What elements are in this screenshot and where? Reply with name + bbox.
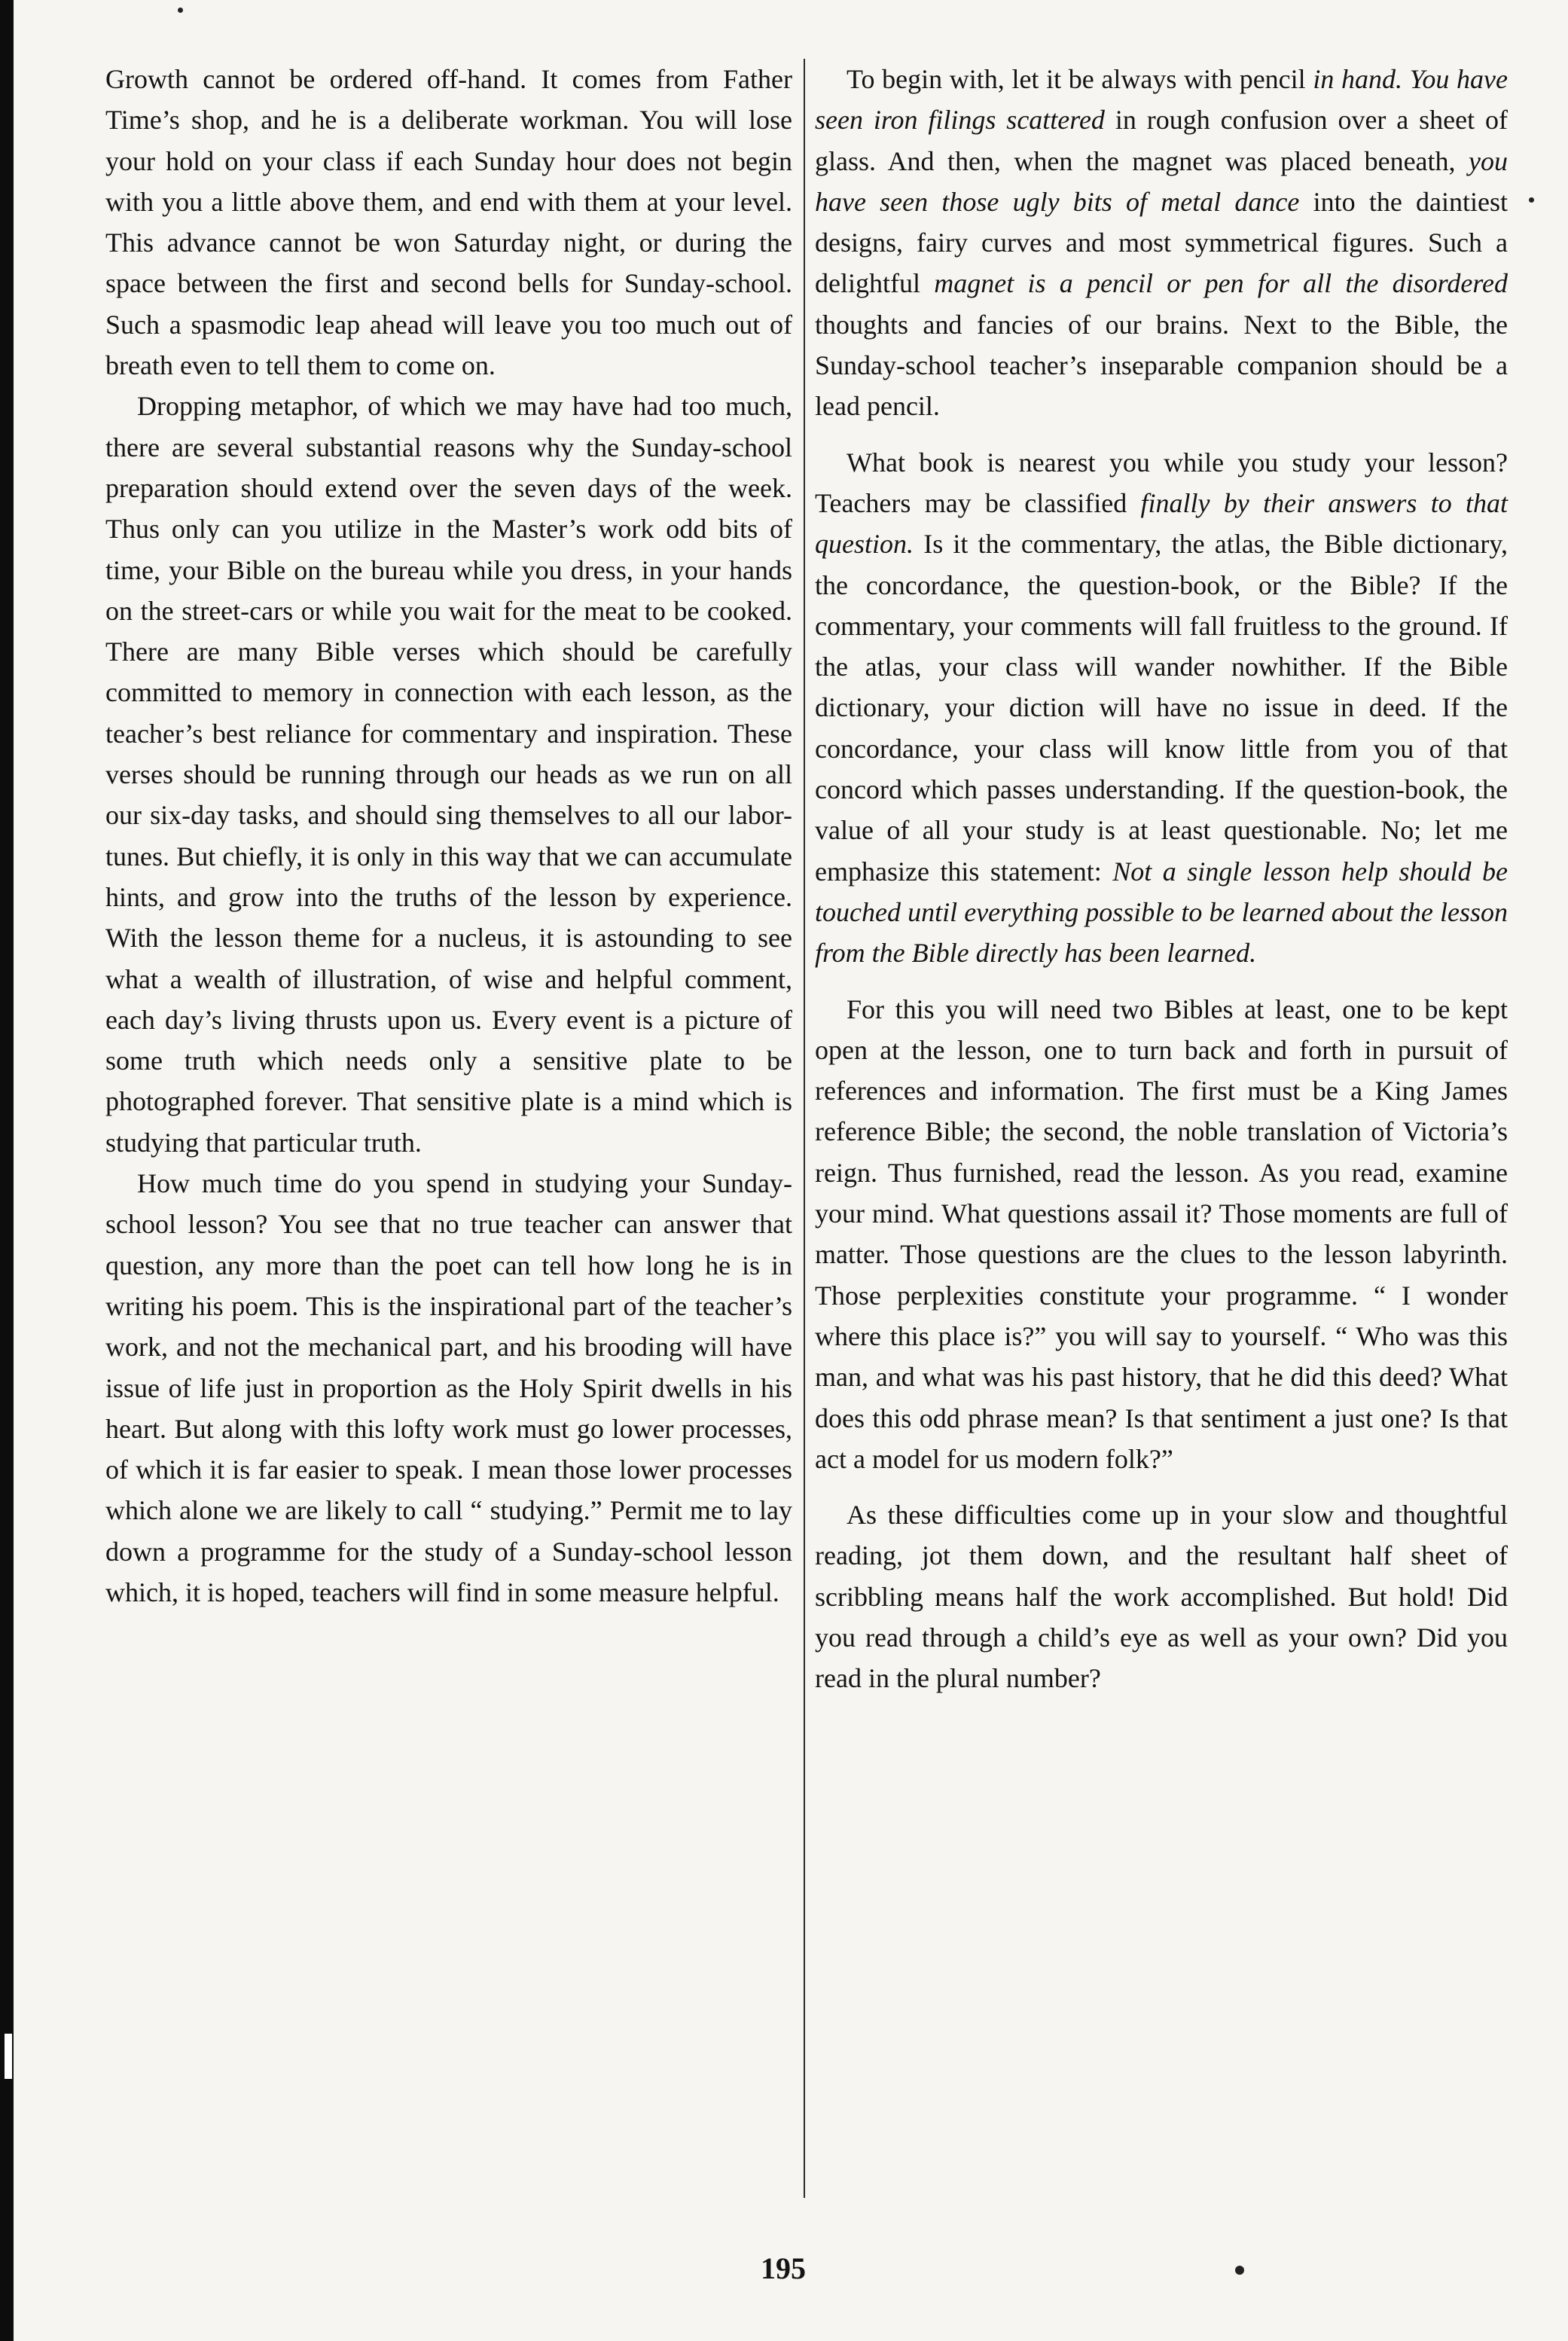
text-run: To begin with, let it be always with pencil bbox=[847, 64, 1313, 94]
column-divider bbox=[804, 59, 805, 2198]
italic-text: you have seen those ugly bits of metal dance bbox=[815, 145, 1508, 217]
paragraph: For this you will need two Bibles at least, one to be kept open at the lesson, one to turn back and forth in pursuit of references and information. The first must be a King James reference Bible; the second, the noble translation of Victoria’s reign. Thus furnished, read the lesson. As you read, examine your mind. What questions assail it? Those moments are full of matter. Those questions are the clues to the lesson labyrinth. Those perplexities constitute your programme. “ I wonder where this place is?” you will say to yourself. “ Who was this man, and what was his past history, that he did this deed? What does this odd phrase mean? Is that sentiment a just one? Is that act a model for us modern folk?” bbox=[815, 993, 1508, 1474]
right-text-column bbox=[815, 59, 1508, 1699]
italic-text: in hand. You have seen iron filings scattered bbox=[815, 64, 1508, 136]
italic-emphasis: Not a single lesson help should be touched until everything possible to be learned about the lesson from the Bible directly has been learned. bbox=[815, 856, 1508, 969]
text-run: Is it the commentary, the atlas, the Bible dictionary, the concordance, the question-book, or the Bible? If the commentary, your comments will fall fruitless to the ground. If the atlas, your class will wander nowhither. If the Bible dictionary, your diction will have no issue in deed. If the concordance, your class will know little from you of that concord which passes understanding. If the question-book, the value of all your study is at least questionable. No; let me emphasize this statement: bbox=[815, 529, 1508, 887]
paragraph bbox=[815, 442, 1508, 974]
paragraph bbox=[815, 59, 1508, 427]
text-run: in rough confusion over a sheet of glass. And then, when the magnet was placed beneath, bbox=[815, 105, 1508, 176]
italic-text: magnet is a pencil or pen for all the disordered bbox=[934, 268, 1508, 299]
paragraph: As these difficulties come up in your slow and thoughtful reading, jot them down, and the resultant half sheet of scribbling means half the work accomplished. But hold! Did you read through a child’s eye as well as your own? Did you read in the plural number? bbox=[815, 1500, 1508, 1694]
scan-binding-edge bbox=[0, 0, 14, 2341]
text-run: thoughts and fancies of our brains. Next to the Bible, the Sunday-school teacher’s inseparable companion should be a lead pencil. bbox=[815, 309, 1508, 422]
page-number: 195 bbox=[761, 2251, 806, 2285]
text-run: into the daintiest designs, fairy curves and most symmetrical figures. Such a delightful bbox=[815, 186, 1508, 299]
italic-text: finally by their answers to that question. bbox=[815, 487, 1509, 560]
scan-speck bbox=[178, 8, 183, 13]
text-run: What book is nearest you while you study your lesson? Teachers may be classified bbox=[815, 447, 1508, 518]
paragraph: Dropping metaphor, of which we may have had too much, there are several substantial reasons why the Sunday-school preparation should extend over the seven days of the week. Thus only can you utilize in the Master’s work odd bits of time, your Bible on the bureau while you dress, in your hands on the street-cars or while you wait for the meat to be cooked. There are many Bible verses which should be carefully committed to memory in connection with each lesson, as the teacher’s best reliance for commentary and inspiration. These verses should be running through our heads as we run on all our six-day tasks, and should sing themselves to all our labor-tunes. But chiefly, it is only in this way that we can accumulate hints, and grow into the truths of the lesson by experience. With the lesson theme for a nucleus, it is astounding to see what a wealth of illustration, of wise and helpful comment, each day’s living thrusts upon us. Every event is a picture of some truth which needs only a sensitive plate to be photographed forever. That sensitive plate is a mind which is studying that particular truth. bbox=[105, 391, 792, 1158]
scan-speck bbox=[1529, 197, 1534, 203]
paragraph: How much time do you spend in studying your Sunday-school lesson? You see that no true teacher can answer that question, any more than the poet can tell how long he is in writing his poem. This is the inspirational part of the teacher’s work, and not the mechanical part, and his brooding will have issue of life just in proportion as the Holy Spirit dwells in his heart. But along with this lofty work must go lower processes, of which it is far easier to speak. I mean those lower processes which alone we are likely to call “ studying.” Permit me to lay down a programme for the study of a Sunday-school lesson which, it is hoped, teachers will find in some measure helpful. bbox=[105, 1168, 792, 1607]
paragraph: Growth cannot be ordered off-hand. It comes from Father Time’s shop, and he is a deliberate workman. You will lose your hold on your class if each Sunday hour does not begin with you a little above them, and end with them at your level. This advance cannot be won Saturday night, or during the space between the first and second bells for Sunday-school. Such a spasmodic leap ahead will leave you too much out of breath even to tell them to come on. bbox=[105, 64, 792, 381]
left-text-column bbox=[105, 59, 792, 1613]
scan-speck bbox=[1235, 2266, 1244, 2275]
